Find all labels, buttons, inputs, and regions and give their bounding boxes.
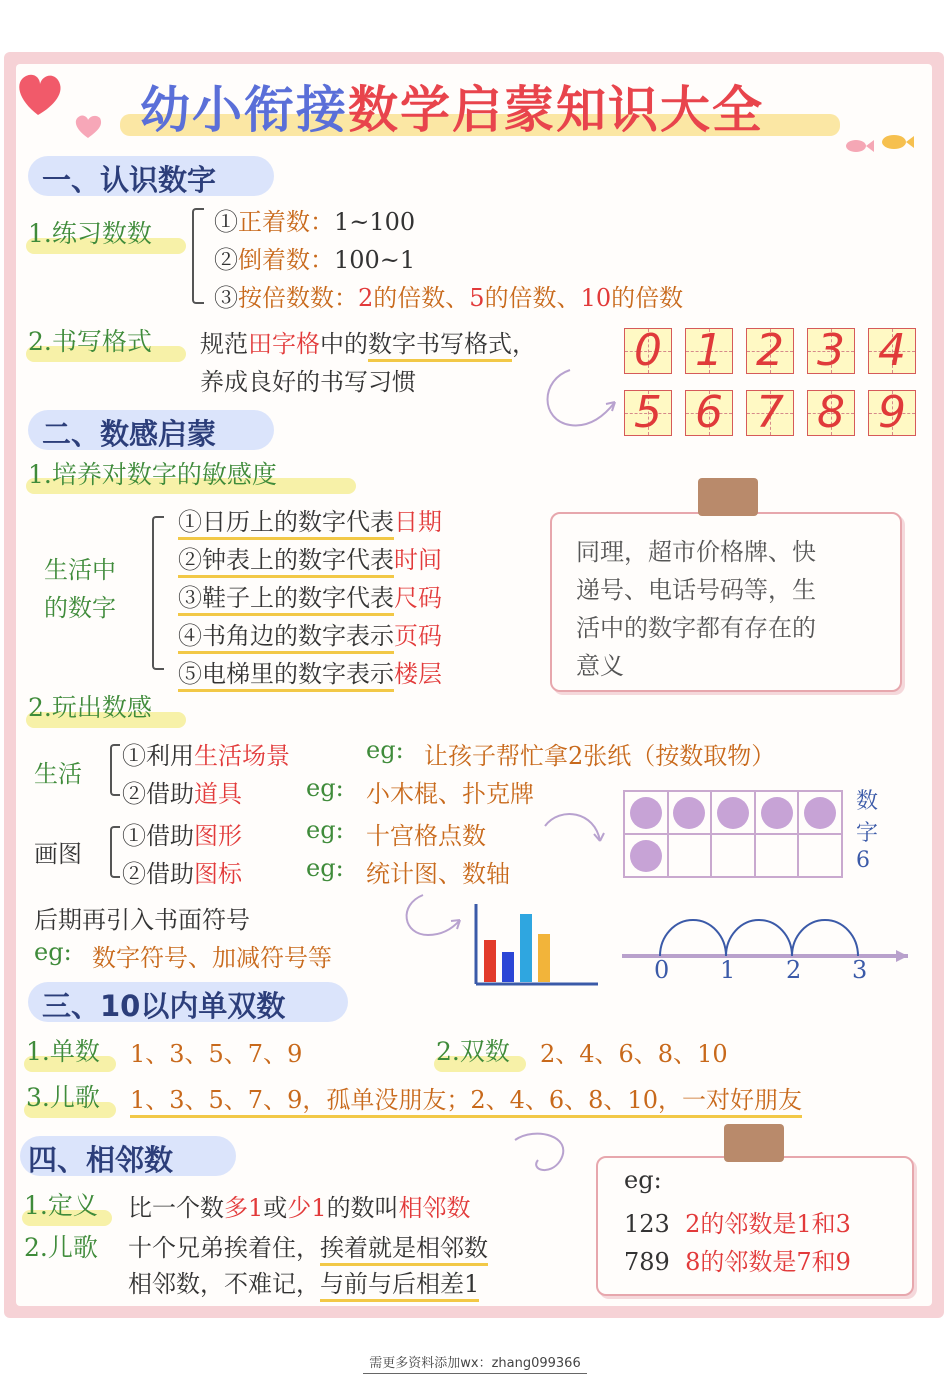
life-method-1: ①利用生活场景 bbox=[122, 742, 290, 770]
eg-label: eg: bbox=[306, 816, 344, 844]
section-heading-3: 三、10以内单双数 bbox=[42, 989, 286, 1023]
digit-cell bbox=[807, 325, 855, 376]
curved-arrow-icon bbox=[510, 1126, 580, 1186]
digit-cell bbox=[685, 387, 733, 438]
label-number-sensitivity: 1.培养对数字的敏感度 bbox=[28, 460, 277, 489]
ten-frame-cell bbox=[711, 834, 755, 877]
life-number-item: ④书角边的数字表示页码 bbox=[178, 616, 442, 651]
digit-char: 9 bbox=[878, 387, 906, 438]
digit-cell bbox=[868, 387, 916, 438]
count-item-2: ②倒着数：100~1 bbox=[214, 246, 416, 274]
digit-char: 1 bbox=[695, 325, 723, 376]
life-number-item: ①日历上的数字代表日期 bbox=[178, 502, 442, 537]
eg-label: eg: bbox=[34, 938, 72, 966]
life-method-2: ②借助道具 bbox=[122, 780, 242, 808]
example-2: 789 8的邻数是7和9 bbox=[624, 1248, 851, 1276]
label-writing-format: 2.书写格式 bbox=[28, 327, 152, 356]
ten-frame-caption: 数 bbox=[856, 789, 879, 814]
label-song-2: 2.儿歌 bbox=[24, 1233, 98, 1262]
brace bbox=[152, 516, 164, 670]
ten-frame-cell bbox=[711, 791, 755, 834]
digit-char: 4 bbox=[878, 325, 906, 376]
writing-line-2: 养成良好的书写习惯 bbox=[200, 368, 416, 396]
life-example-2: 小木棍、扑克牌 bbox=[366, 780, 534, 808]
digit-char: 3 bbox=[817, 325, 845, 376]
song-part-1: 1、3、5、7、9，孤单没朋友；2、4、6、8、10，一对好朋友 bbox=[130, 1080, 802, 1115]
draw-example-2: 统计图、数轴 bbox=[366, 860, 510, 888]
ten-frame-cell bbox=[798, 834, 842, 877]
side-label-2: 的数字 bbox=[44, 594, 116, 622]
number-line-tick-label: 0 bbox=[654, 956, 670, 984]
label-odd: 1.单数 bbox=[26, 1037, 100, 1066]
brace bbox=[192, 208, 204, 304]
draw-method-2: ②借助图标 bbox=[122, 860, 242, 888]
label-song: 3.儿歌 bbox=[26, 1083, 100, 1112]
ten-frame-caption: 字 bbox=[856, 821, 879, 846]
section-heading-1: 一、认识数字 bbox=[42, 163, 217, 197]
even-numbers: 2、4、6、8、10 bbox=[540, 1040, 728, 1068]
counter-dot bbox=[630, 840, 662, 872]
label-play-number-sense: 2.玩出数感 bbox=[28, 693, 152, 722]
song-line-2: 相邻数，不难记，与前与后相差1 bbox=[128, 1264, 479, 1299]
ten-frame-cell bbox=[755, 834, 799, 877]
number-line-tick-label: 1 bbox=[720, 956, 736, 984]
digit-char: 0 bbox=[634, 325, 662, 376]
page-title: 幼小衔接数学启蒙知识大全 bbox=[140, 81, 764, 139]
digit-char: 7 bbox=[756, 387, 784, 438]
writing-line-1: 规范田字格中的数字书写格式， bbox=[200, 324, 536, 359]
definition-text: 比一个数多1或少1的数叫相邻数 bbox=[128, 1194, 471, 1222]
ten-frame-cell bbox=[668, 834, 712, 877]
eg-label: eg: bbox=[306, 854, 344, 882]
eg-label: eg: bbox=[624, 1166, 662, 1194]
ten-frame bbox=[623, 790, 843, 878]
ten-frame-cell bbox=[624, 834, 668, 877]
label-draw: 画图 bbox=[34, 840, 82, 868]
number-line-tick-label: 2 bbox=[786, 956, 802, 984]
section-heading-4: 四、相邻数 bbox=[28, 1143, 174, 1177]
heart-icon bbox=[8, 60, 118, 140]
clip-icon bbox=[698, 478, 758, 516]
note-line: 活中的数字都有存在的 bbox=[576, 614, 816, 642]
life-example-1: 让孩子帮忙拿2张纸（按数取物） bbox=[424, 742, 776, 770]
label-life: 生活 bbox=[34, 760, 82, 788]
ten-frame-cell bbox=[755, 791, 799, 834]
bar-chart-icon bbox=[470, 900, 600, 990]
draw-example-1: 十宫格点数 bbox=[366, 822, 486, 850]
life-number-item: ②钟表上的数字代表时间 bbox=[178, 540, 442, 575]
digit-cell bbox=[746, 325, 794, 376]
side-label-1: 生活中 bbox=[44, 556, 116, 584]
note-line: 递号、电话号码等，生 bbox=[576, 576, 816, 604]
later-symbols: 后期再引入书面符号 bbox=[34, 906, 250, 934]
eg-label: eg: bbox=[306, 774, 344, 802]
odd-numbers: 1、3、5、7、9 bbox=[130, 1040, 303, 1068]
digit-char: 6 bbox=[695, 387, 723, 438]
ten-frame-caption: 6 bbox=[856, 848, 870, 873]
digit-cell bbox=[624, 325, 672, 376]
curved-arrow-icon bbox=[540, 806, 610, 856]
counter-dot bbox=[761, 797, 793, 829]
clip-icon bbox=[724, 1124, 784, 1162]
example-1: 123 2的邻数是1和3 bbox=[624, 1210, 851, 1238]
number-line-tick-label: 3 bbox=[852, 956, 868, 984]
digit-char: 2 bbox=[756, 325, 784, 376]
counter-dot bbox=[717, 797, 749, 829]
draw-method-1: ①借助图形 bbox=[122, 822, 242, 850]
brace bbox=[110, 826, 120, 878]
count-item-3: ③按倍数数：2的倍数、5的倍数、10的倍数 bbox=[214, 284, 684, 312]
curved-arrow-icon bbox=[540, 360, 620, 440]
digit-cell bbox=[624, 387, 672, 438]
fish-icon bbox=[840, 130, 920, 160]
brace bbox=[110, 744, 120, 796]
ten-frame-cell bbox=[798, 791, 842, 834]
digit-cell bbox=[868, 325, 916, 376]
song-line-1: 十个兄弟挨着住，挨着就是相邻数 bbox=[128, 1228, 488, 1263]
count-item-1: ①正着数：1~100 bbox=[214, 208, 416, 236]
label-count-practice: 1.练习数数 bbox=[28, 219, 152, 248]
counter-dot bbox=[673, 797, 705, 829]
ten-frame-cell bbox=[668, 791, 712, 834]
ten-frame-cell bbox=[624, 791, 668, 834]
section-heading-2: 二、数感启蒙 bbox=[42, 417, 217, 451]
digit-char: 8 bbox=[817, 387, 845, 438]
life-number-item: ⑤电梯里的数字表示楼层 bbox=[178, 654, 442, 689]
counter-dot bbox=[804, 797, 836, 829]
footer-note: 需更多资料添加wx：zhang099366 bbox=[0, 1352, 950, 1371]
curved-arrow-icon bbox=[398, 890, 468, 950]
life-number-item: ③鞋子上的数字代表尺码 bbox=[178, 578, 442, 613]
note-line: 同理，超市价格牌、快 bbox=[576, 538, 816, 566]
eg-label: eg: bbox=[366, 736, 404, 764]
digit-cell bbox=[746, 387, 794, 438]
label-definition: 1.定义 bbox=[24, 1191, 98, 1220]
note-line: 意义 bbox=[576, 652, 624, 680]
digit-cell bbox=[685, 325, 733, 376]
counter-dot bbox=[630, 797, 662, 829]
label-even: 2.双数 bbox=[436, 1037, 510, 1066]
digit-char: 5 bbox=[634, 387, 662, 438]
later-example: 数字符号、加减符号等 bbox=[92, 944, 332, 972]
digit-cell bbox=[807, 387, 855, 438]
